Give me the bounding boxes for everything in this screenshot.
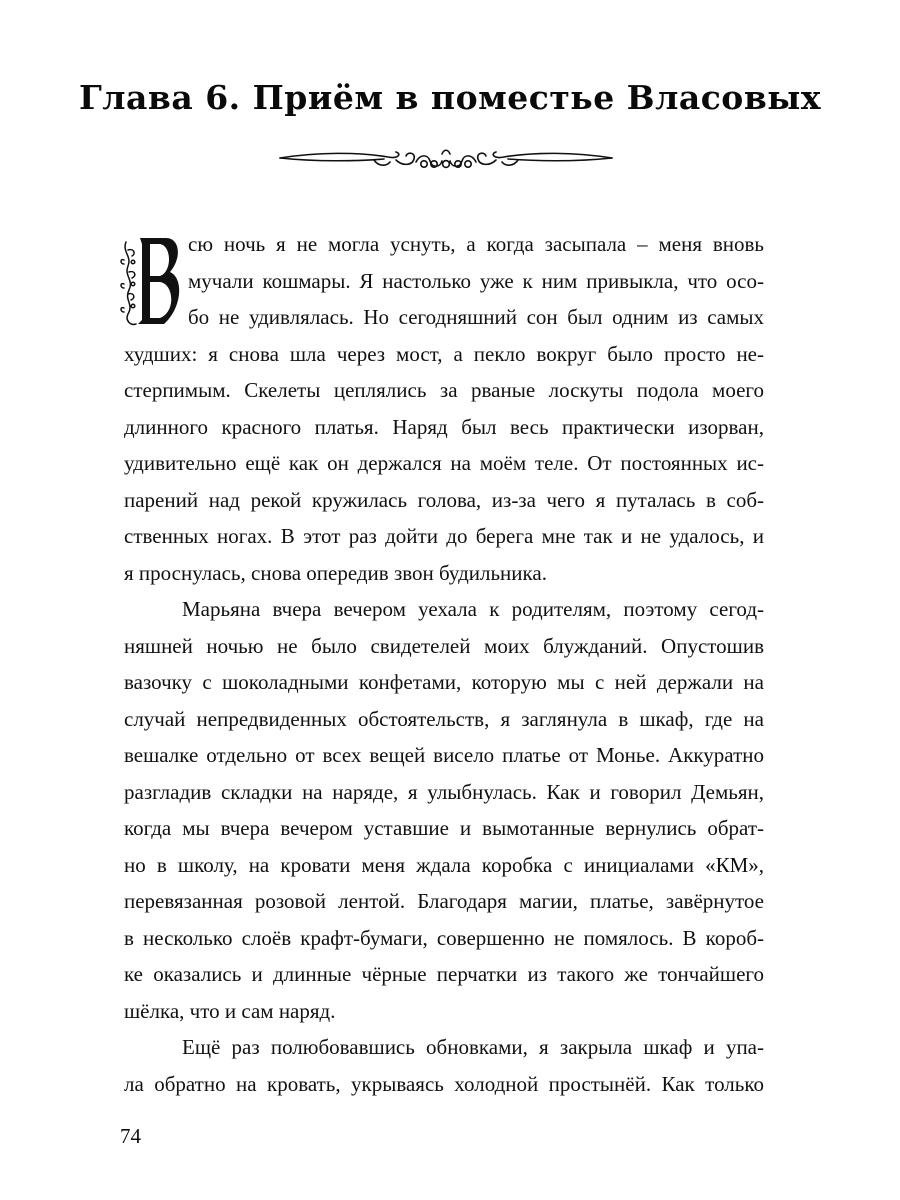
text-line: стерпимым. Скелеты цеплялись за рваные лоскуты подола моего: [124, 378, 764, 402]
text-line: вазочку с шоколадными конфетами, которую мы с ней держали на: [124, 670, 764, 694]
text-line: в несколько слоёв крафт-бумаги, совершенно не помялось. В короб-: [124, 925, 764, 950]
text-line: мучали кошмары. Я настолько уже к ним привыкла, что осо-: [188, 268, 764, 293]
page-number: 74: [120, 1124, 141, 1148]
text-line: Марьяна вчера вечером уехала к родителям, поэтому сегод-: [182, 597, 764, 621]
text-line: я проснулась, снова опередив звон будильника.: [124, 560, 547, 585]
text-line: ственных ногах. В этот раз дойти до берега мне так и не удалось, и: [124, 524, 764, 548]
text-line: вешалке отдельно от всех вещей висело платье от Монье. Аккуратно: [124, 743, 764, 767]
chapter-title: Глава 6. Приём в поместье Власовых: [78, 78, 822, 117]
text-line: но в школу, на кровати меня ждала коробка с инициалами «КМ»,: [124, 852, 764, 877]
text-line: разгладив складки на наряде, я улыбнулась. Как и говорил Демьян,: [124, 779, 764, 804]
text-line: ла обратно на кровать, укрываясь холодной простынёй. Как только: [124, 1071, 764, 1096]
paragraph: [124, 591, 764, 1029]
ornament-divider-icon: [278, 140, 614, 176]
text-line: парений над рекой кружилась голова, из-за чего я путалась в соб-: [124, 487, 764, 512]
text-line: перевязанная розовой лентой. Благодаря магии, платье, завёрнутое: [124, 889, 764, 913]
text-line: сю ночь я не могла уснуть, а когда засыпала – меня вновь: [188, 232, 764, 256]
paragraph: [124, 1029, 764, 1102]
text-line: Ещё раз полюбовавшись обновками, я закрыла шкаф и упа-: [182, 1035, 764, 1059]
text-line: случай непредвиденных обстоятельств, я заглянула в шкаф, где на: [124, 706, 764, 731]
text-line: когда мы вчера вечером уставшие и вымотанные вернулись обрат-: [124, 816, 764, 840]
text-line: удивительно ещё как он держался на моём теле. От постоянных ис-: [124, 451, 764, 475]
text-line: худших: я снова шла через мост, а пекло вокруг было просто не-: [124, 341, 764, 366]
text-line: шёлка, что и сам наряд.: [124, 998, 336, 1023]
text-line: няшней ночью не было свидетелей моих блужданий. Опустошив: [124, 633, 764, 658]
text-line: бо не удивлялась. Но сегодняшний сон был одним из самых: [188, 305, 764, 329]
text-line: длинного красного платья. Наряд был весь практически изорван,: [124, 414, 764, 439]
paragraph: [124, 226, 764, 591]
text-line: ке оказались и длинные чёрные перчатки из такого же тончайшего: [124, 962, 764, 986]
body-text: [124, 226, 764, 1102]
